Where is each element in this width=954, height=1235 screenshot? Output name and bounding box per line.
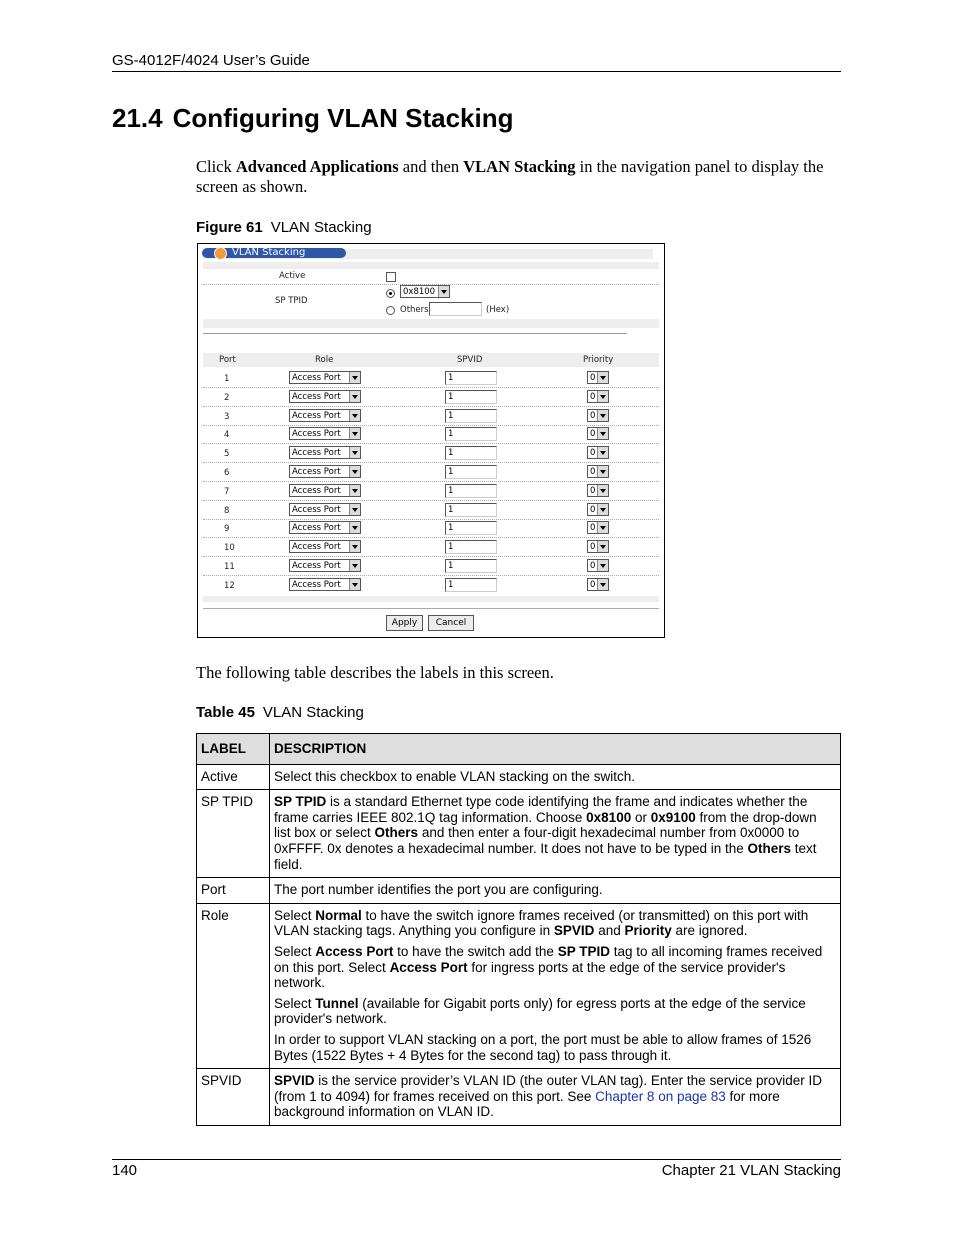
col-spvid: SPVID [457, 355, 483, 365]
priority-select[interactable]: 0 [587, 427, 609, 440]
port-number: 5 [224, 449, 230, 459]
section-title: Configuring VLAN Stacking [172, 103, 514, 133]
row-divider [203, 387, 659, 388]
row-description: The port number identifies the port you are configuring. [270, 878, 841, 904]
port-number: 11 [224, 562, 235, 572]
port-number: 12 [224, 581, 235, 591]
role-select[interactable]: Access Port [289, 465, 361, 478]
priority-select[interactable]: 0 [587, 371, 609, 384]
chevron-down-icon [597, 560, 608, 571]
chevron-down-icon [349, 485, 360, 496]
role-select[interactable]: Access Port [289, 540, 361, 553]
chevron-down-icon [349, 560, 360, 571]
chevron-down-icon [597, 410, 608, 421]
chevron-down-icon [597, 447, 608, 458]
vlan-stacking-screenshot [197, 243, 665, 638]
page-number: 140 [112, 1162, 138, 1179]
port-number: 3 [224, 412, 230, 422]
chevron-down-icon [597, 428, 608, 439]
priority-select[interactable]: 0 [587, 465, 609, 478]
role-select[interactable]: Access Port [289, 446, 361, 459]
col-priority: Priority [583, 355, 614, 365]
priority-select[interactable]: 0 [587, 559, 609, 572]
port-number: 2 [224, 393, 230, 403]
row-label: Active [197, 764, 270, 790]
figure-caption: Figure 61 VLAN Stacking [196, 219, 372, 236]
priority-select[interactable]: 0 [587, 578, 609, 591]
bottom-band [203, 596, 659, 602]
spvid-input[interactable]: 1 [445, 390, 497, 404]
following-paragraph: The following table describes the labels in this screen. [196, 663, 554, 682]
row-divider [203, 481, 659, 482]
role-select[interactable]: Access Port [289, 503, 361, 516]
chevron-down-icon [597, 372, 608, 383]
table-row [197, 878, 841, 904]
table-caption: Table 45 VLAN Stacking [196, 704, 364, 721]
row-divider [203, 462, 659, 463]
chevron-down-icon [349, 410, 360, 421]
intro-paragraph: Click Advanced Applications and then VLAN Stacking in the navigation panel to display the screen as shown. [196, 157, 824, 196]
active-label: Active [279, 271, 306, 281]
role-select[interactable]: Access Port [289, 371, 361, 384]
header-description: DESCRIPTION [270, 734, 841, 765]
chapter-footer: Chapter 21 VLAN Stacking [661, 1162, 841, 1179]
row-divider [203, 519, 659, 520]
spvid-input[interactable]: 1 [445, 559, 497, 573]
port-number: 10 [224, 543, 235, 553]
row-description: Select this checkbox to enable VLAN stacking on the switch. [270, 764, 841, 790]
chevron-down-icon [349, 428, 360, 439]
chevron-down-icon [349, 391, 360, 402]
row-description: Select Normal to have the switch ignore frames received (or transmitted) on this port with VLAN stacking tags. Anything you configure in SPVID and Priority are ignored. Select Access Port to have the switch add the SP TPID tag to all incoming frames received on this port. Select Access Port for ingress ports at the edge of the service provider's network. Select Tunnel (available for Gigabit ports only) for egress ports at the edge of the service provider's network. In order to support VLAN stacking on a port, the port must be able to allow frames of 1526 Bytes (1522 Bytes + 4 Bytes for the second tag) to pass through it. [270, 903, 841, 1068]
row-label: Role [197, 903, 270, 1068]
role-select[interactable]: Access Port [289, 390, 361, 403]
apply-button[interactable]: Apply [386, 615, 423, 631]
spvid-input[interactable]: 1 [445, 409, 497, 423]
col-role: Role [315, 355, 334, 365]
others-label: Others [400, 305, 429, 315]
chevron-down-icon [597, 391, 608, 402]
row-divider [203, 537, 659, 538]
running-header: GS-4012F/4024 User’s Guide [112, 52, 310, 69]
chevron-down-icon [438, 286, 449, 297]
chevron-down-icon [349, 447, 360, 458]
spvid-input[interactable]: 1 [445, 484, 497, 498]
row-divider [203, 556, 659, 557]
port-number: 4 [224, 430, 230, 440]
chevron-down-icon [349, 466, 360, 477]
tpid-select[interactable]: 0x8100 [400, 285, 450, 298]
chevron-down-icon [349, 504, 360, 515]
chevron-down-icon [597, 485, 608, 496]
chevron-down-icon [349, 522, 360, 533]
chevron-down-icon [597, 579, 608, 590]
spvid-input[interactable]: 1 [445, 540, 497, 554]
row-label: Port [197, 878, 270, 904]
port-number: 7 [224, 487, 230, 497]
row-divider [203, 406, 659, 407]
priority-select[interactable]: 0 [587, 540, 609, 553]
port-number: 6 [224, 468, 230, 478]
spvid-input[interactable]: 1 [445, 521, 497, 535]
row-label: SP TPID [197, 790, 270, 878]
priority-select[interactable]: 0 [587, 409, 609, 422]
section-band [203, 319, 659, 328]
tpid-preset-radio[interactable] [386, 289, 395, 298]
priority-select[interactable]: 0 [587, 390, 609, 403]
row-label: SPVID [197, 1069, 270, 1126]
top-band [203, 262, 659, 269]
col-port: Port [219, 355, 236, 365]
screen-title-pill [202, 248, 346, 258]
spvid-input[interactable]: 1 [445, 503, 497, 517]
others-hex-input[interactable] [429, 302, 482, 316]
table-row [197, 764, 841, 790]
cancel-button[interactable]: Cancel [428, 615, 474, 631]
bottom-rule [203, 608, 659, 609]
header-rule [112, 71, 841, 72]
chevron-down-icon [597, 466, 608, 477]
section-number: 21.4 [112, 103, 163, 133]
chevron-down-icon [597, 541, 608, 552]
spvid-input[interactable]: 1 [445, 578, 497, 592]
sp-tpid-label: SP TPID [275, 296, 308, 306]
spvid-input[interactable]: 1 [445, 371, 497, 385]
priority-select[interactable]: 0 [587, 446, 609, 459]
table-row [197, 790, 841, 878]
chevron-down-icon [349, 579, 360, 590]
row-description: SPVID is the service provider’s VLAN ID (the outer VLAN tag). Enter the service provider ID (from 1 to 4094) for frames received on this port. See Chapter 8 on page 83 for more background information on VLAN ID. [270, 1069, 841, 1126]
port-number: 8 [224, 506, 230, 516]
spvid-input[interactable]: 1 [445, 427, 497, 441]
port-number: 1 [224, 374, 230, 384]
footer-rule [112, 1159, 841, 1160]
spvid-input[interactable]: 1 [445, 446, 497, 460]
spvid-input[interactable]: 1 [445, 465, 497, 479]
port-number: 9 [224, 524, 230, 534]
priority-select[interactable]: 0 [587, 521, 609, 534]
role-select[interactable]: Access Port [289, 578, 361, 591]
priority-select[interactable]: 0 [587, 503, 609, 516]
hex-label: (Hex) [486, 305, 510, 315]
chevron-down-icon [349, 541, 360, 552]
section-rule [203, 333, 627, 334]
role-select[interactable]: Access Port [289, 409, 361, 422]
chevron-down-icon [349, 372, 360, 383]
chevron-down-icon [597, 504, 608, 515]
chevron-down-icon [597, 522, 608, 533]
row-divider [203, 575, 659, 576]
table-row [197, 1069, 841, 1126]
label-description-table [196, 733, 841, 1126]
role-select[interactable]: Access Port [289, 484, 361, 497]
screen-title: VLAN Stacking [232, 247, 306, 258]
row-divider [203, 500, 659, 501]
role-select[interactable]: Access Port [289, 521, 361, 534]
table-header-row [197, 734, 841, 765]
tpid-others-radio[interactable] [386, 306, 395, 315]
role-select[interactable]: Access Port [289, 559, 361, 572]
active-checkbox[interactable] [386, 272, 396, 282]
table-row [197, 903, 841, 1068]
header-label: LABEL [197, 734, 270, 765]
role-select[interactable]: Access Port [289, 427, 361, 440]
title-bullet-icon [214, 247, 227, 260]
section-heading [112, 103, 514, 134]
row-description: SP TPID is a standard Ethernet type code identifying the frame and indicates whether the frame carries IEEE 802.1Q tag information. Choose 0x8100 or 0x9100 from the drop-down list box or select Others and then enter a four-digit hexadecimal number from 0x0000 to 0xFFFF. 0x denotes a hexadecimal number. It does not have to be typed in the Others text field. [270, 790, 841, 878]
row-divider [203, 425, 659, 426]
chapter-link[interactable]: Chapter 8 on page 83 [595, 1088, 726, 1104]
priority-select[interactable]: 0 [587, 484, 609, 497]
row-divider [203, 443, 659, 444]
